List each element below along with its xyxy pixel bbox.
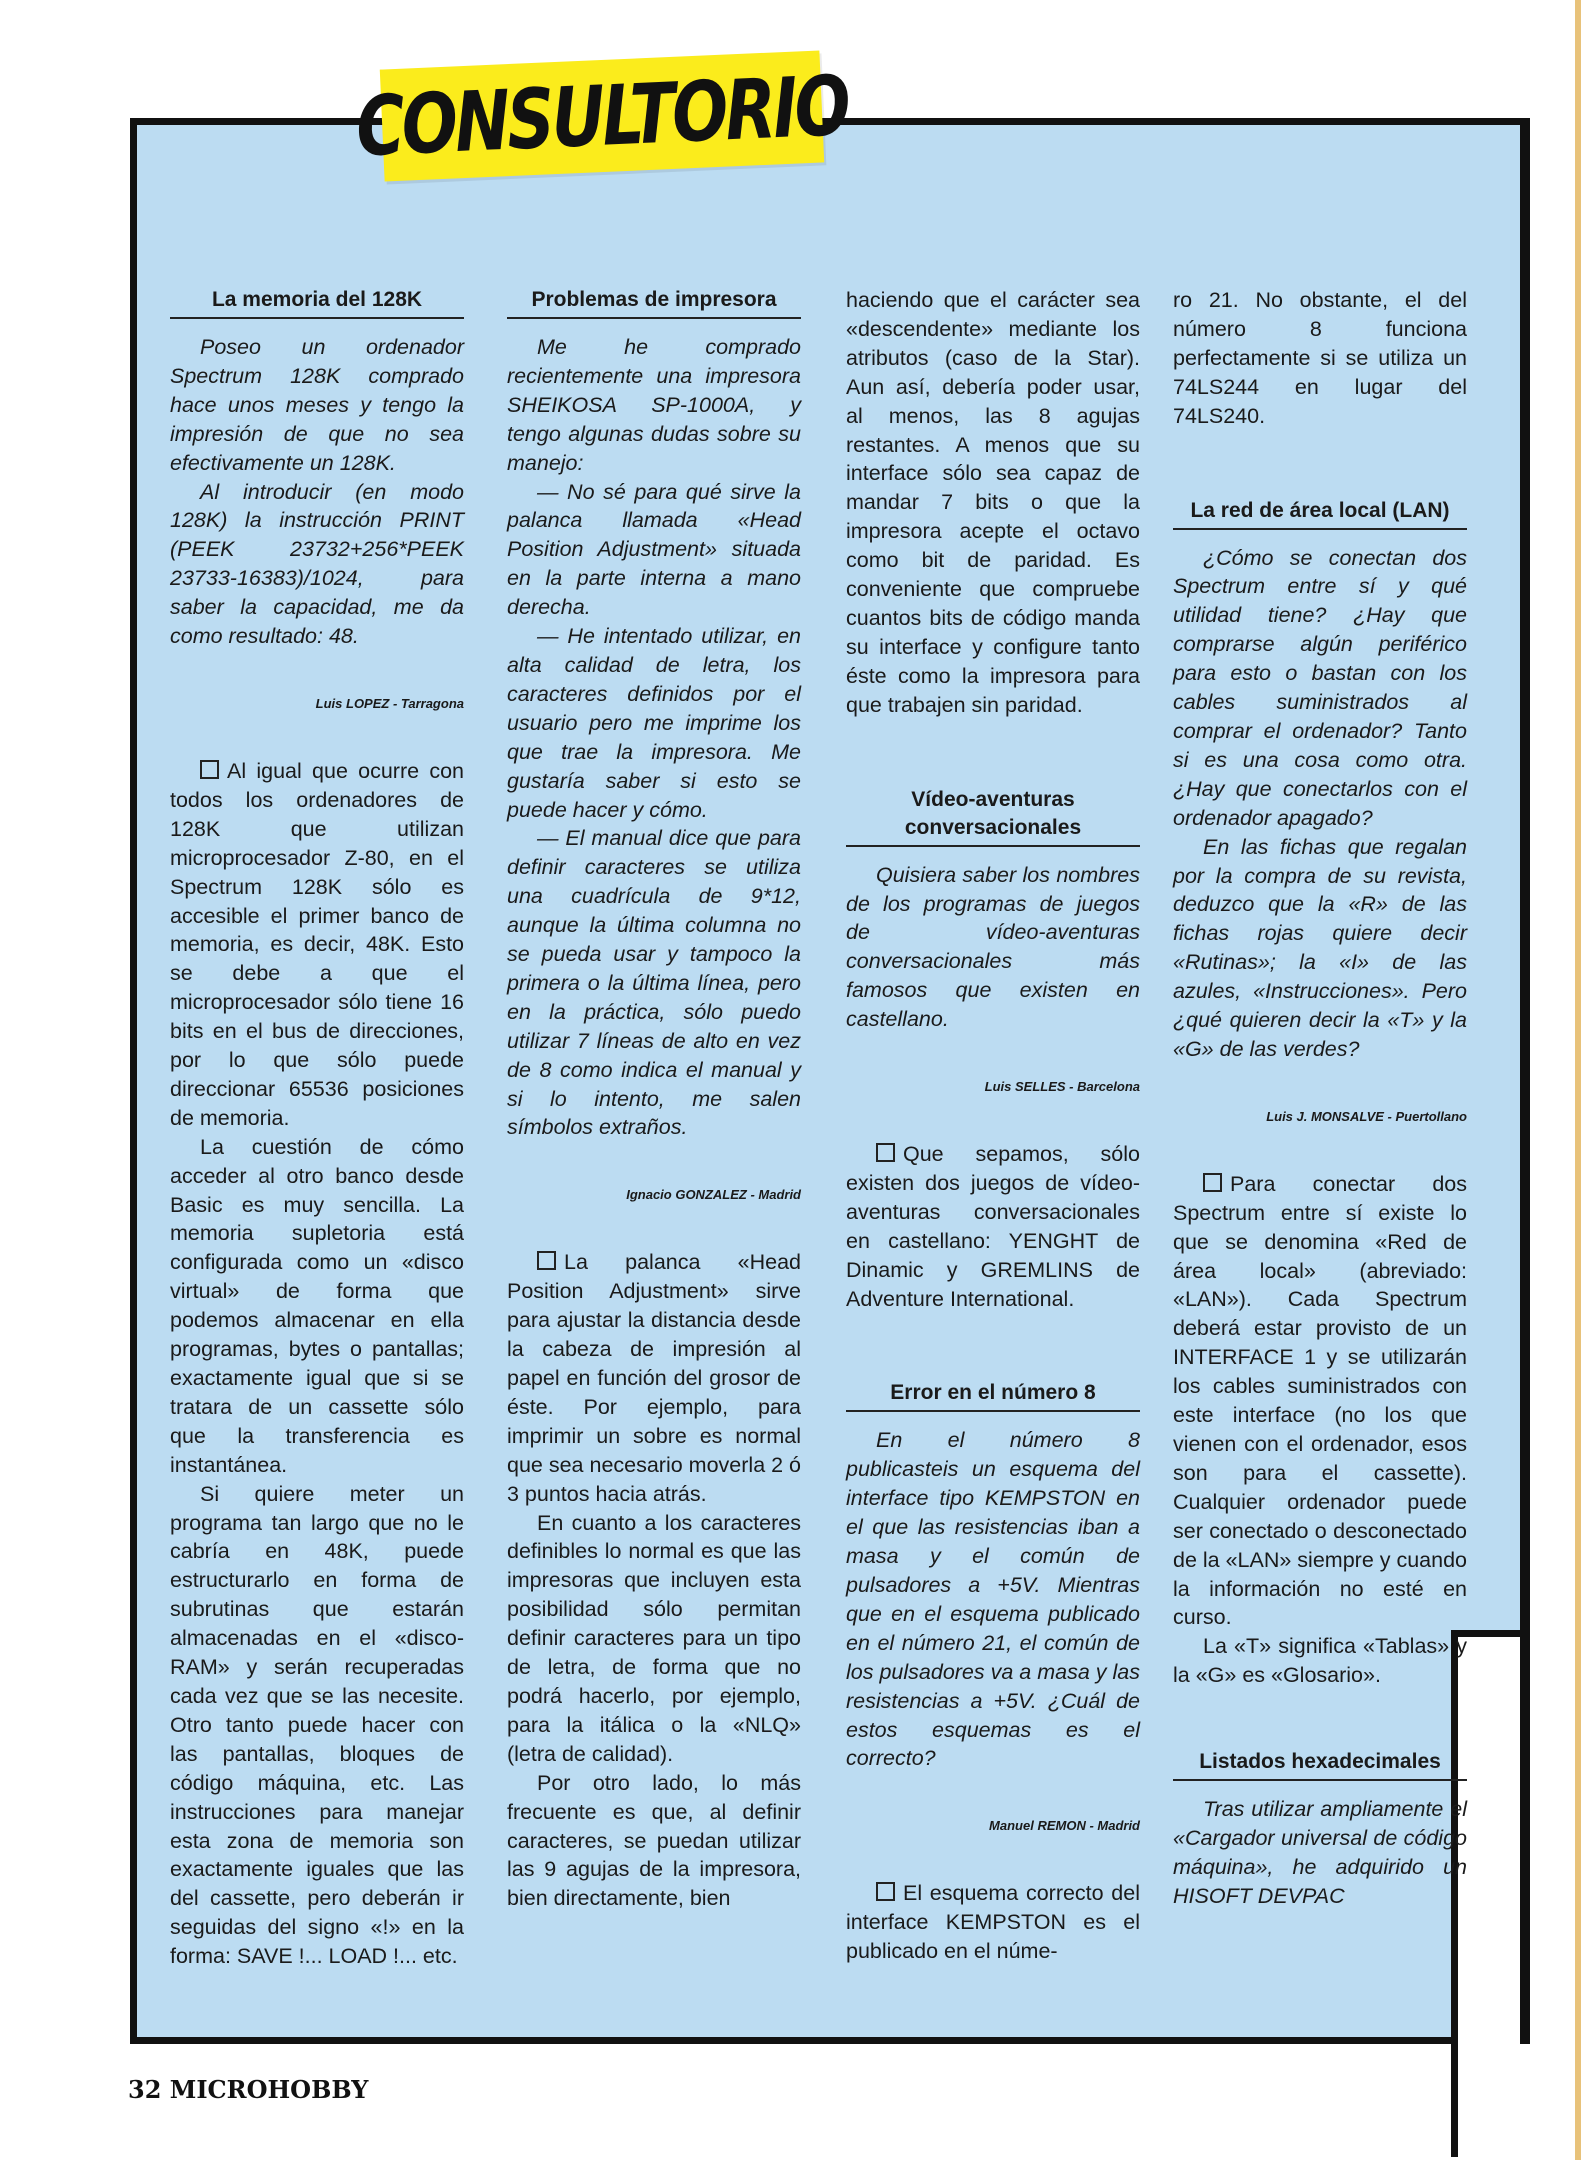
answer-box-icon xyxy=(537,1251,556,1270)
page-edge xyxy=(1575,0,1581,2160)
question-text: Al introducir (en modo 128K) la instrucción PRINT (PEEK 23732+256*PEEK 23733-16383)/1024, para saber la capacidad, me da como resultado: 48. xyxy=(170,479,464,649)
answer-text: Por otro lado, lo más frecuente es que, al definir caracteres, se puedan utilizar las 9 agujas de la impresora, bien directamente, bien xyxy=(507,1770,801,1911)
answer-text: En cuanto a los caracteres definibles lo normal es que las impresoras que incluyen esta posibilidad sólo permitan definir caracteres para un tipo de letra, de forma que no podrá hacerlo, por ejemplo, para la itálica o la «NLQ» (letra de calidad). xyxy=(507,1510,801,1766)
signature: Ignacio GONZALEZ - Madrid xyxy=(626,1187,801,1203)
section-banner xyxy=(354,50,850,181)
column-1 xyxy=(170,286,464,1971)
signature: Luis LOPEZ - Tarragona xyxy=(315,695,464,711)
answer-text: haciendo que el carácter sea «descendente» mediante los atributos (caso de la Star). Aun así, debería poder usar, al menos, las 8 agujas restantes. A menos que su interface sólo sea capaz de mandar 7 bits o que la impresora acepte el octavo como bit de paridad. Es conveniente que compruebe cuantos bits de código manda su interface y configure tanto éste como la impresora para que trabajen sin paridad. xyxy=(846,288,1140,717)
signature: Luis SELLES - Barcelona xyxy=(984,1079,1140,1095)
signature: Luis J. MONSALVE - Puertollano xyxy=(1266,1108,1467,1124)
answer-box-icon xyxy=(876,1143,895,1162)
answer-text: ro 21. No obstante, el del número 8 funciona perfectamente si se utiliza un 74LS244 en lugar del 74LS240. xyxy=(1173,288,1467,428)
column-4 xyxy=(1173,286,1467,1911)
answer-box-icon xyxy=(1203,1173,1222,1192)
answer-box-icon xyxy=(876,1882,895,1901)
question-text: — El manual dice que para definir caracteres se utiliza una cuadrícula de 9*12, aunque la última columna no se pueda usar y tampoco la primera o la última línea, pero en la práctica, sólo puedo utilizar 7 líneas de alto en vez de 8 como indica el manual y si lo intento, me salen símbolos extraños. xyxy=(507,826,801,1140)
answer-text: La cuestión de cómo acceder al otro banco desde Basic es muy sencilla. La memoria supletoria está configurada como un «disco virtual» de forma que podemos almacenar en ella programas, bytes o pantallas; exactamente igual que si se tratara de un cassette sólo que la transferencia es instantánea. xyxy=(170,1134,464,1477)
section-title: CONSULTORIO xyxy=(354,57,850,175)
heading-video-aventuras: Vídeo-aventuras conversacionales xyxy=(846,786,1140,847)
answer-text: El esquema correcto del interface KEMPSTON es el publicado en el núme- xyxy=(846,1881,1140,1964)
heading-red-area-local: La red de área local (LAN) xyxy=(1173,497,1467,530)
question-text: Quisiera saber los nombres de los programas de juegos de vídeo-aventuras conversacionales más famosos que existen en castellano. xyxy=(846,862,1140,1032)
question-text: ¿Cómo se conectan dos Spectrum entre sí y qué utilidad tiene? ¿Hay que comprarse algún periférico para esto o bastan con los cables suministrados al comprar el ordenador? Tanto si es una cosa como otra. ¿Hay que conectarlos con el ordenador apagado? xyxy=(1173,545,1467,830)
column-3 xyxy=(846,286,1140,1966)
question-text: — No sé para qué sirve la palanca llamada «Head Position Adjustment» situada en la parte interna a mano derecha. xyxy=(507,479,801,620)
question-text: Poseo un ordenador Spectrum 128K comprado hace unos meses y tengo la impresión de que no sea efectivamente un 128K. xyxy=(170,335,464,475)
answer-text: Para conectar dos Spectrum entre sí existe lo que se denomina «Red de área local» (abreviado: «LAN»). Cada Spectrum deberá estar provisto de un INTERFACE 1 y se utilizarán los cables suministrados con este interface (no los que vienen con el ordenador, esos son para el cassette). Cualquier ordenador puede ser conectado o desconectado de la «LAN» siempre y cuando la información no esté en curso. xyxy=(1173,1171,1468,1630)
heading-error-numero-8: Error en el número 8 xyxy=(846,1379,1140,1412)
answer-text: Si quiere meter un programa tan largo que no le cabría en 48K, puede estructurarlo en forma de subrutinas que estarán almacenadas en el «disco-RAM» y serán recuperadas cada vez que se las necesite. Otro tanto puede hacer con las pantallas, bloques de código máquina, etc. Las instrucciones para manejar esta zona de memoria son exactamente iguales que las del cassette, pero deberán ir seguidas del signo «!» en la forma: SAVE !... LOAD !... etc. xyxy=(170,1481,464,1969)
question-text: En el número 8 publicasteis un esquema del interface tipo KEMPSTON en el que las resistencias iban a masa y el común de pulsadores a +5V. Mientras que en el esquema publicado en el número 21, el común de los pulsadores va a masa y las resistencias a +5V. ¿Cuál de estos esquemas es el correcto? xyxy=(846,1428,1140,1771)
question-text: — He intentado utilizar, en alta calidad de letra, los caracteres definidos por el usuario pero me imprime los que trae la impresora. Me gustaría saber si esto se puede hacer y cómo. xyxy=(507,624,801,822)
answer-box-icon xyxy=(200,760,219,779)
answer-text: La palanca «Head Position Adjustment» sirve para ajustar la distancia desde la cabeza de impresión al papel en función del grosor de éste. Por ejemplo, para imprimir un sobre es normal que sea necesario moverla 2 ó 3 puntos hacia atrás. xyxy=(507,1250,802,1506)
heading-memoria-128k: La memoria del 128K xyxy=(170,286,464,319)
signature: Manuel REMON - Madrid xyxy=(989,1818,1140,1834)
answer-text: Al igual que ocurre con todos los ordenadores de 128K que utilizan microprocesador Z-80, en el Spectrum 128K sólo es accesible el primer banco de memoria, es decir, 48K. Esto se debe a que el microprocesador sólo tiene 16 bits en el bus de direcciones, por lo que sólo puede direccionar 65536 posiciones de memoria. xyxy=(170,758,464,1130)
answer-text: La «T» significa «Tablas» y la «G» es «Glosario». xyxy=(1173,1634,1467,1688)
answer-text: Que sepamos, sólo existen dos juegos de vídeo-aventuras conversacionales en castellano: YENGHT de Dinamic y GREMLINS de Adventure International. xyxy=(846,1142,1140,1311)
page-footer: 32 MICROHOBBY xyxy=(128,2075,369,2104)
question-text: Me he comprado recientemente una impresora SHEIKOSA SP-1000A, y tengo algunas dudas sobre su manejo: xyxy=(507,335,801,475)
question-text: En las fichas que regalan por la compra de su revista, deduzco que la «R» de las fichas rojas quiere decir «Rutinas»; la «I» de las azules, «Instrucciones». Pero ¿qué quieren decir la «T» y la «G» de las verdes? xyxy=(1173,834,1467,1061)
column-2 xyxy=(507,286,801,1913)
heading-listados-hexadecimales: Listados hexadecimales xyxy=(1173,1748,1467,1781)
heading-problemas-impresora: Problemas de impresora xyxy=(507,286,801,319)
question-text: Tras utilizar ampliamente el «Cargador universal de código máquina», he adquirido un HISOFT DEVPAC xyxy=(1173,1797,1467,1908)
